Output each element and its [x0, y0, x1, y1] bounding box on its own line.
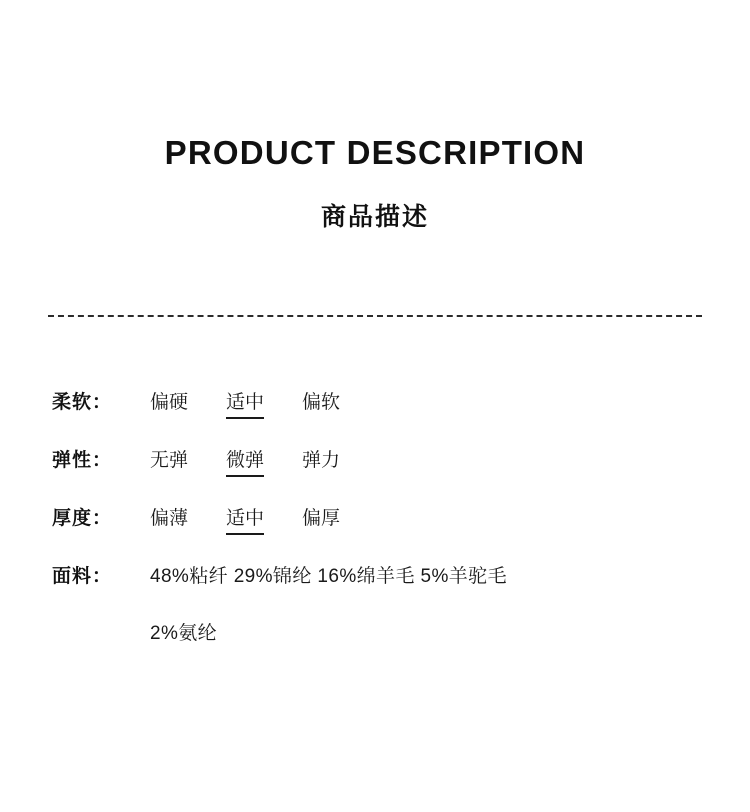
- specification-list: [0, 317, 750, 645]
- fabric-line: 48%粘纤 29%锦纶 16%绵羊毛 5%羊驼毛: [150, 565, 507, 587]
- spec-label: 柔软：: [52, 391, 113, 413]
- spec-row-fabric: [52, 561, 750, 645]
- spec-row-thickness: [52, 503, 750, 535]
- spec-option[interactable]: 偏厚: [302, 507, 341, 529]
- page-title-chinese: 商品描述: [320, 202, 429, 231]
- spec-row-elasticity: [52, 445, 750, 477]
- spec-option[interactable]: 偏硬: [150, 391, 189, 413]
- spec-option-selected[interactable]: 适中: [226, 387, 264, 419]
- spec-option[interactable]: 偏薄: [150, 507, 189, 529]
- spec-row-softness: [52, 387, 750, 419]
- spec-label: 面料：: [52, 565, 113, 587]
- fabric-line: 2%氨纶: [150, 622, 218, 644]
- spec-label: 弹性：: [52, 449, 113, 471]
- spec-options: [150, 503, 340, 535]
- spec-options: [150, 445, 340, 477]
- spec-label: 厚度：: [52, 507, 113, 529]
- spec-options: [150, 387, 340, 419]
- spec-option[interactable]: 弹力: [302, 449, 341, 471]
- spec-option-selected[interactable]: 微弹: [226, 445, 264, 477]
- fabric-composition: [150, 561, 507, 645]
- spec-option[interactable]: 偏软: [302, 391, 341, 413]
- page-title-english: PRODUCT DESCRIPTION: [164, 134, 586, 171]
- spec-option-selected[interactable]: 适中: [226, 503, 264, 535]
- spec-option[interactable]: 无弹: [150, 449, 189, 471]
- page-header: [0, 0, 750, 233]
- divider-container: [0, 233, 750, 317]
